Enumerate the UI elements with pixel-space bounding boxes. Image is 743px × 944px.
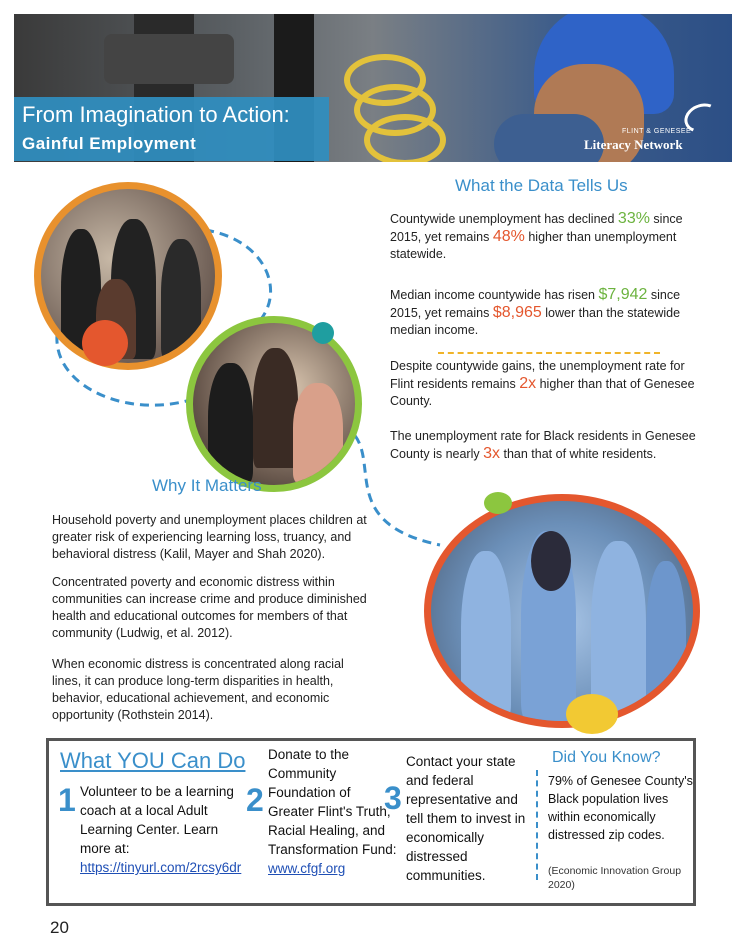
page-title: From Imagination to Action: [22, 102, 290, 127]
yellow-dashed-divider [438, 352, 660, 354]
matters-paragraph-1: Household poverty and unemployment places children at greater risk of experiencing learning loss, truancy, and behavioral distress (Kalil, Mayer and Shah 2020). [52, 513, 367, 561]
step-1: Volunteer to be a learning coach at a local Adult Learning Center. Learn more at: https://tinyurl.com/2rcsy6dr [80, 784, 242, 875]
page-number: 20 [50, 918, 69, 937]
teal-dot [312, 322, 334, 344]
step-3: Contact your state and federal representative and tell them to invest in economically distressed communities. [406, 754, 526, 883]
matters-section-heading: Why It Matters [152, 476, 262, 495]
stat-value: $7,942 [598, 286, 648, 303]
logo-line-2: Literacy Network [584, 137, 683, 152]
matters-paragraph-2: Concentrated poverty and economic distress within communities can increase crime and produce diminished health and educational outcomes for members of that community (Ludwig, et al. 2012). [52, 575, 367, 640]
salon-training-photo [34, 182, 222, 370]
stat-value: 2x [519, 375, 537, 392]
step-number-1: 1 [58, 782, 76, 818]
tinyurl-link[interactable]: https://tinyurl.com/2rcsy6dr [80, 860, 242, 875]
stat-value: $8,965 [492, 304, 542, 321]
nursing-students-photo [424, 494, 700, 728]
stat-value: 3x [483, 445, 501, 462]
office-meeting-photo [186, 316, 362, 492]
yellow-dot [566, 694, 618, 734]
stat-value: 48% [492, 228, 525, 245]
did-you-know-source: (Economic Innovation Group 2020) [548, 865, 682, 891]
orange-dot [82, 320, 128, 366]
page-subtitle: Gainful Employment [22, 134, 197, 153]
logo-line-1: FLINT & GENESEE [622, 128, 692, 135]
data-section-heading: What the Data Tells Us [455, 176, 628, 195]
green-dot [484, 492, 512, 514]
cfgf-link[interactable]: www.cfgf.org [268, 861, 346, 876]
data-item-3: Despite countywide gains, the unemployment rate for Flint residents remains 2x higher than that of Genesee County. [390, 359, 695, 408]
did-you-know-title: Did You Know? [552, 749, 661, 766]
matters-paragraph-3: When economic distress is concentrated along racial lines, it can produce long-term disparities in health, behavior, educational achievement, and economic opportunity (Rothstein 2014). [52, 657, 344, 722]
data-item-2: Median income countywide has risen $7,942 since 2015, yet remains $8,965 lower than the statewide median income. [390, 286, 681, 337]
did-you-know-text: 79% of Genesee County's Black population lives within economically distressed zip codes. [548, 774, 693, 842]
step-number-3: 3 [384, 780, 402, 816]
data-item-4: The unemployment rate for Black residents in Genesee County is nearly 3x than that of white residents. [390, 429, 696, 462]
stat-value: 33% [617, 210, 650, 227]
step-number-2: 2 [246, 782, 264, 818]
data-item-1: Countywide unemployment has declined 33% since 2015, yet remains 48% higher than unemployment statewide. [390, 210, 683, 261]
step-2: Donate to the Community Foundation of Greater Flint's Truth, Racial Healing, and Transformation Fund: www.cfgf.org [268, 747, 397, 876]
did-you-know-separator [536, 770, 538, 880]
cta-title: What YOU Can Do [60, 748, 246, 773]
